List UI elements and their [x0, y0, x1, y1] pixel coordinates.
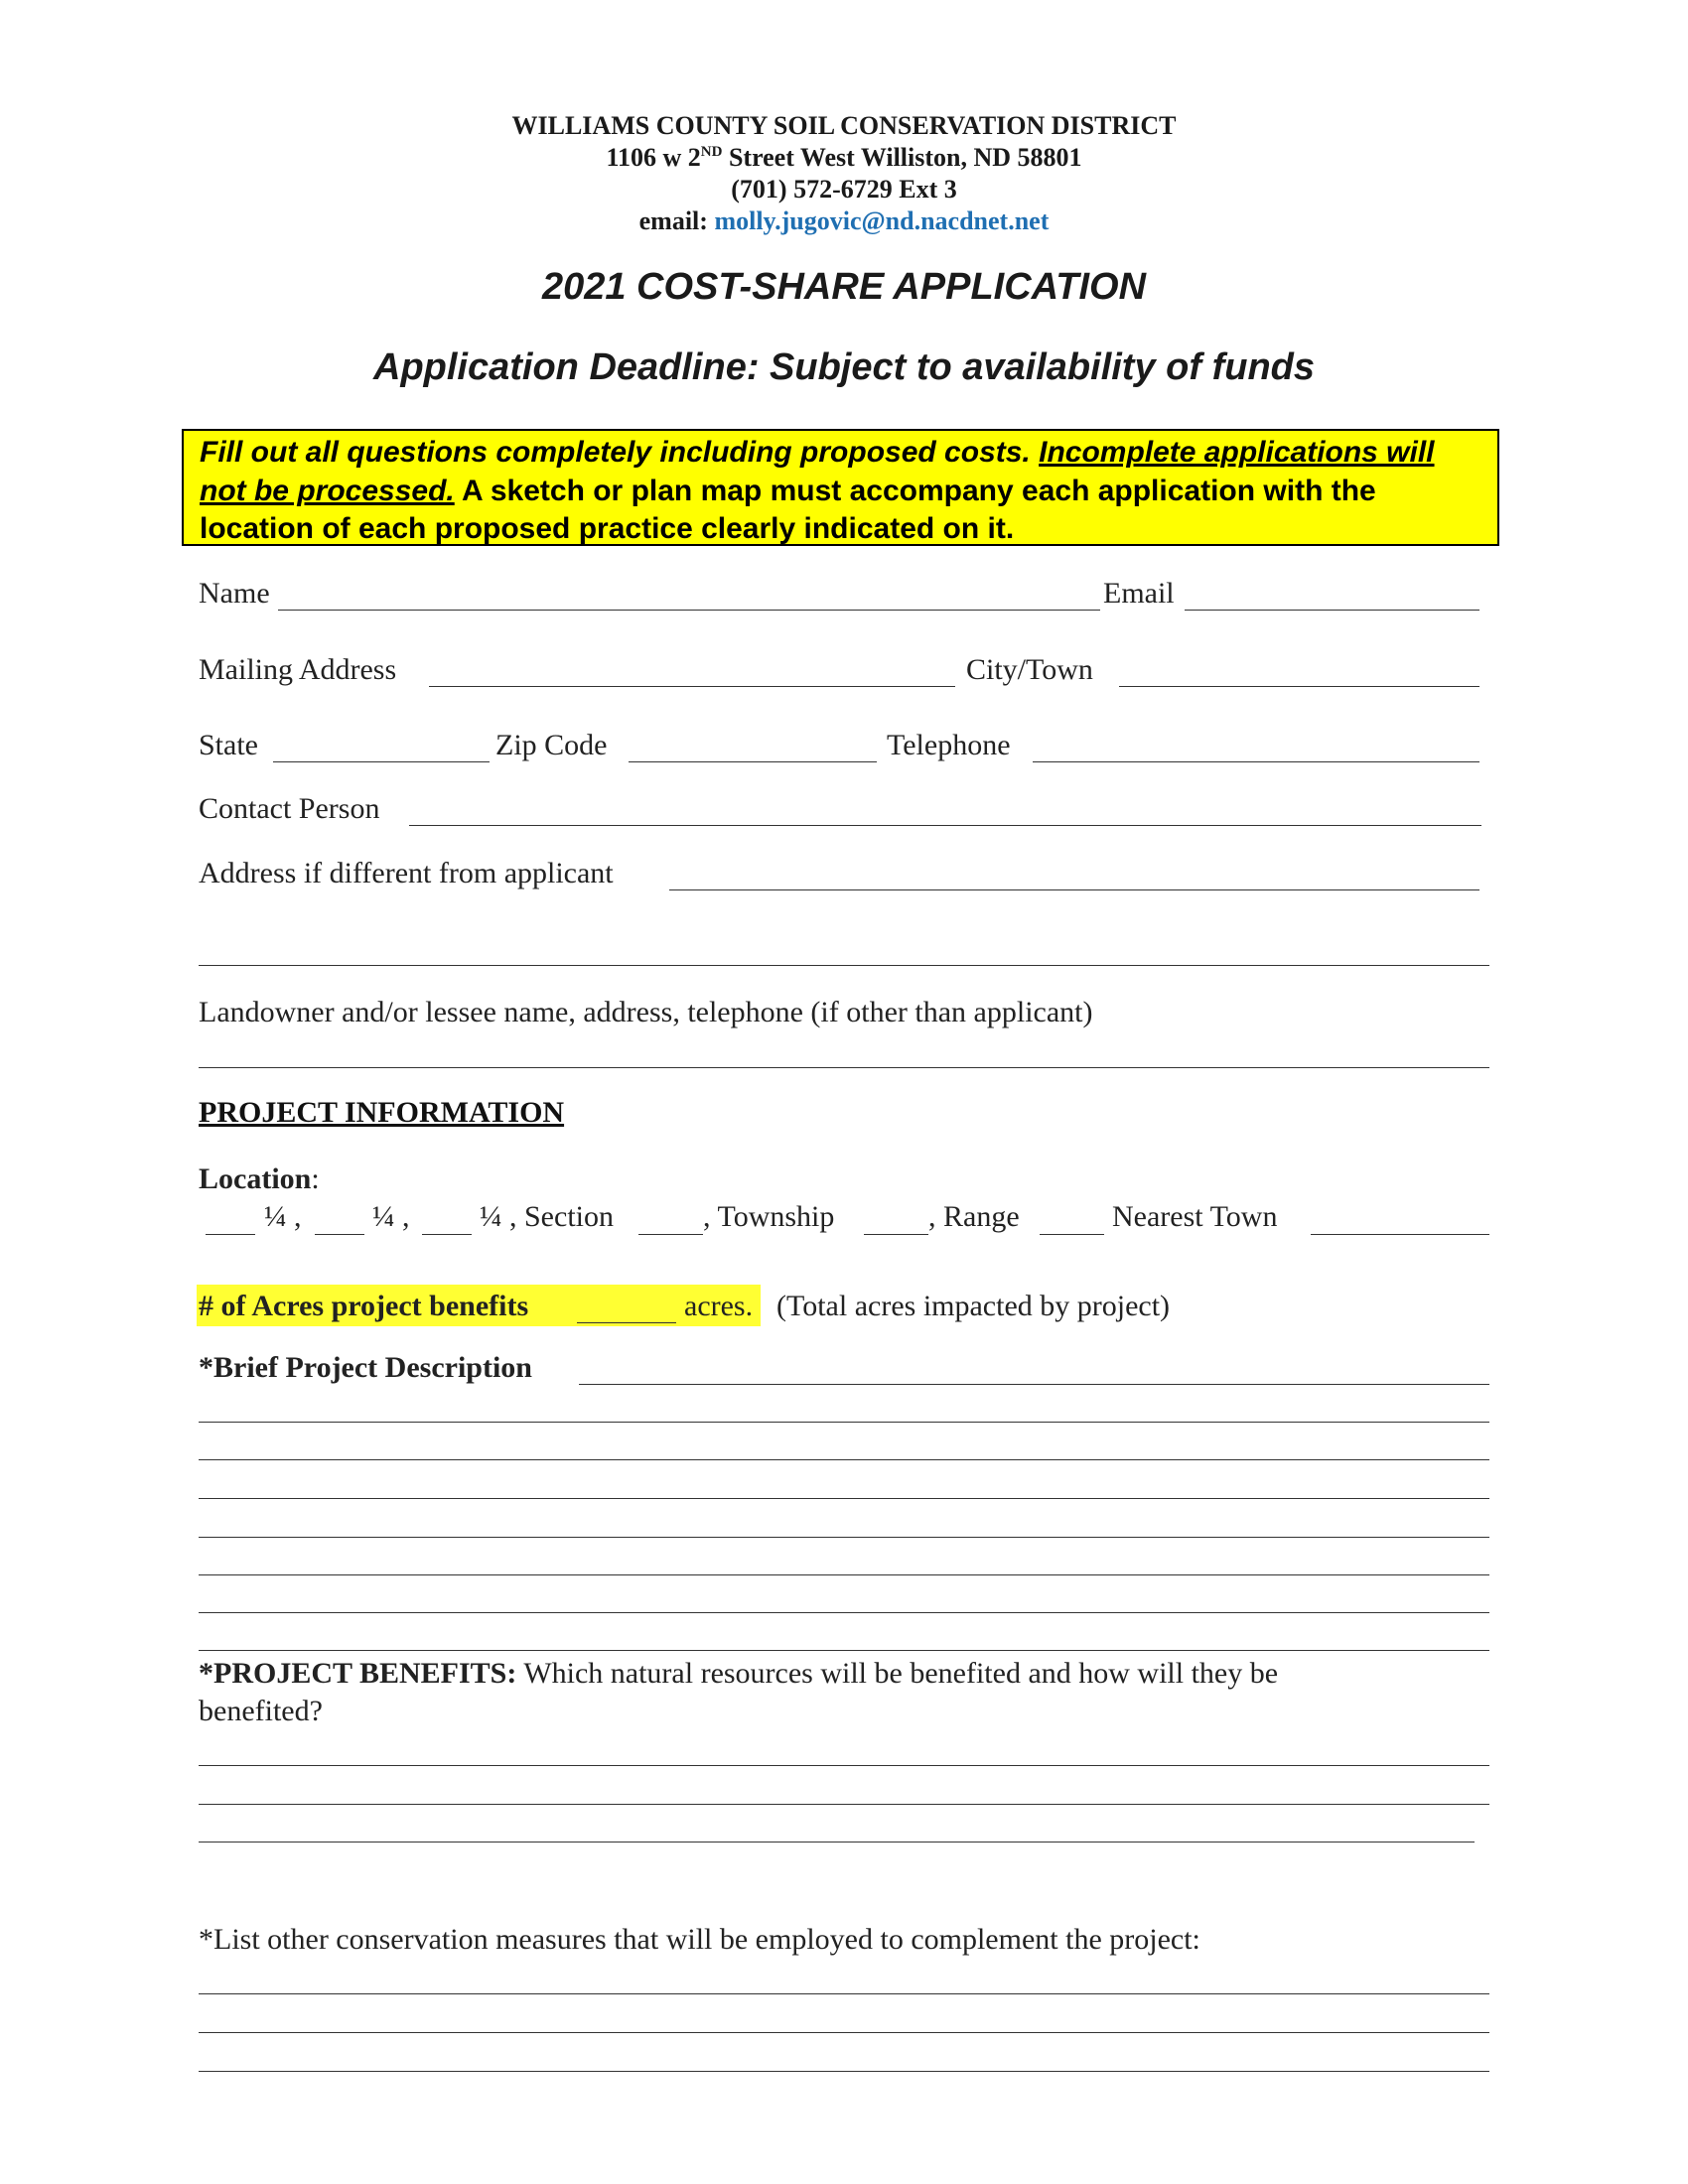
form-title: 2021 COST-SHARE APPLICATION [541, 266, 1147, 308]
description-line-7[interactable] [199, 1612, 1489, 1613]
landowner-label: Landowner and/or lessee name, address, telephone (if other than applicant) [199, 996, 1093, 1028]
contact-person-field[interactable] [409, 825, 1481, 826]
org-email [0, 205, 1688, 237]
benefits-question-text: Which natural resources will be benefited and how will they be [516, 1657, 1279, 1690]
measures-label: *List other conservation measures that will be employed to complement the project: [199, 1923, 1200, 1956]
address-street: 1106 w 2 [606, 143, 701, 172]
nearest-town-field[interactable] [1311, 1234, 1489, 1235]
zip-label: Zip Code [495, 729, 608, 761]
benefits-line-3[interactable] [199, 1842, 1475, 1843]
org-name: WILLIAMS COUNTY SOIL CONSERVATION DISTRICT [511, 111, 1177, 140]
description-line-4[interactable] [199, 1498, 1489, 1499]
quarter-field-2[interactable] [315, 1234, 364, 1235]
description-label: *Brief Project Description [199, 1351, 532, 1384]
address-superscript: ND [700, 144, 723, 160]
measures-line-1[interactable] [199, 1993, 1489, 1994]
measures-line-2[interactable] [199, 2032, 1489, 2033]
location-colon: : [311, 1162, 320, 1195]
range-label: , Range [928, 1200, 1020, 1233]
project-info-heading: PROJECT INFORMATION [199, 1096, 565, 1129]
city-field[interactable] [1119, 686, 1479, 687]
quarter-section-label: ¼ , Section [480, 1200, 614, 1233]
benefits-label: *PROJECT BENEFITS: [199, 1657, 517, 1690]
benefits-line-1[interactable] [199, 1765, 1489, 1766]
acres-note: (Total acres impacted by project) [776, 1290, 1171, 1322]
acres-label: # of Acres project benefits [199, 1290, 529, 1322]
location-label [199, 1161, 320, 1197]
org-address [0, 142, 1688, 174]
name-field[interactable] [278, 610, 1100, 611]
landowner-field[interactable] [199, 1067, 1489, 1068]
township-label: , Township [703, 1200, 835, 1233]
township-field[interactable] [864, 1234, 928, 1235]
state-label: State [199, 729, 258, 761]
notice-text-3: A sketch or plan map must accompany each application with the location of each proposed practice clearly indicated on it. [200, 474, 1376, 545]
description-line-5[interactable] [199, 1537, 1489, 1538]
location-label-text: Location [199, 1162, 312, 1195]
address-city: Street West Williston, ND 58801 [722, 143, 1082, 172]
range-field[interactable] [1040, 1234, 1104, 1235]
acres-unit: acres. [684, 1290, 754, 1322]
benefits-line-2[interactable] [199, 1804, 1489, 1805]
benefits-question [199, 1656, 1278, 1692]
acres-field[interactable] [577, 1322, 676, 1323]
telephone-label: Telephone [887, 729, 1011, 761]
mailing-address-label: Mailing Address [199, 653, 397, 686]
email-link[interactable]: molly.jugovic@nd.nacdnet.net [714, 206, 1050, 235]
telephone-field[interactable] [1033, 761, 1479, 762]
description-line-2[interactable] [199, 1422, 1489, 1423]
nearest-town-label: Nearest Town [1112, 1200, 1278, 1233]
name-label: Name [199, 577, 270, 610]
email-field-label: Email [1103, 577, 1175, 610]
contact-person-label: Contact Person [199, 792, 380, 825]
zip-field[interactable] [629, 761, 877, 762]
alt-address-line-2[interactable] [199, 965, 1489, 966]
quarter-label-1: ¼ , [264, 1200, 302, 1233]
description-line-3[interactable] [199, 1459, 1489, 1460]
city-label: City/Town [966, 653, 1093, 686]
alt-address-field[interactable] [669, 889, 1479, 890]
notice-text-1: Fill out all questions completely including proposed costs. [200, 436, 1040, 469]
description-line-8[interactable] [199, 1650, 1489, 1651]
instructions-notice [182, 429, 1499, 546]
description-line-1[interactable] [579, 1384, 1489, 1385]
mailing-address-field[interactable] [429, 686, 955, 687]
quarter-label-2: ¼ , [372, 1200, 410, 1233]
measures-line-3[interactable] [199, 2071, 1489, 2072]
benefits-question-cont: benefited? [199, 1695, 323, 1727]
quarter-field-3[interactable] [422, 1234, 472, 1235]
state-field[interactable] [273, 761, 490, 762]
quarter-field-1[interactable] [206, 1234, 255, 1235]
section-field[interactable] [638, 1234, 703, 1235]
deadline-note: Application Deadline: Subject to availability of funds [373, 346, 1315, 388]
notice-text-2: Incomplete applications will not be processed. [200, 436, 1435, 507]
email-field[interactable] [1185, 610, 1479, 611]
description-line-6[interactable] [199, 1574, 1489, 1575]
org-phone: (701) 572-6729 Ext 3 [731, 175, 957, 204]
email-label: email: [638, 206, 715, 235]
alt-address-label: Address if different from applicant [199, 857, 614, 889]
